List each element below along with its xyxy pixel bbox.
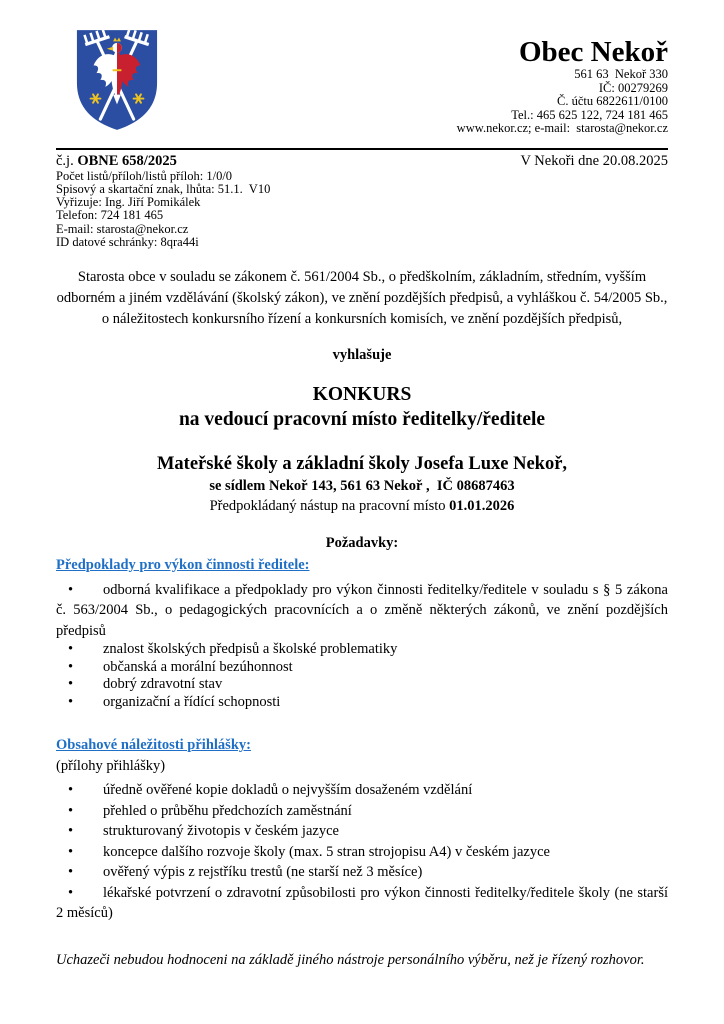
intro-paragraph: Starosta obce v souladu se zákonem č. 561/2004 Sb., o předškolním, základním, středním, vyšším odborném a jiném vzdělávání (školský zákon), ve znění pozdějších předpisů, a vyhláškou č. 54/2005 Sb., o náležitostech konkursního řízení a konkursních komisích, ve znění pozdějších předpisů, <box>56 269 668 328</box>
application-item <box>56 842 668 863</box>
place-and-date: V Nekoři dne 20.08.2025 <box>520 152 668 169</box>
file-number <box>56 153 177 170</box>
header-divider <box>56 148 668 150</box>
application-text: lékařské potvrzení o zdravotní způsobilosti pro výkon činnosti ředitelky/ředitele školy (ne starší 2 měsíců) <box>56 884 668 922</box>
requirement-item <box>56 676 668 694</box>
requirement-text: organizační a řídící schopnosti <box>103 693 281 710</box>
contact-line: Č. účtu 6822611/0100 <box>557 94 668 108</box>
application-item <box>56 862 668 883</box>
application-text: ověřený výpis z rejstříku trestů (ne starší než 3 měsíce) <box>103 864 423 881</box>
requirement-item <box>56 580 668 642</box>
school-name: Mateřské školy a základní školy Josefa Luxe Nekoř, <box>156 453 568 474</box>
contact-line: IČ: 00279269 <box>598 80 668 95</box>
start-date-line <box>56 496 668 516</box>
contact-line: Tel.: 465 625 122, 724 181 465 <box>511 107 668 122</box>
reference-detail-line: ID datové schránky: 8qra44i <box>56 234 199 249</box>
contact-lines <box>160 68 668 136</box>
bullet-marker: • <box>68 676 74 693</box>
title-line-2: na vedoucí pracovní místo ředitelky/ředitele <box>178 408 546 430</box>
requirement-item <box>56 659 668 677</box>
file-number-prefix: č.j. <box>56 152 78 169</box>
reference-detail-line: E-mail: starosta@nekor.cz <box>56 221 189 236</box>
requirement-text: občanská a morální bezúhonnost <box>103 658 293 675</box>
requirement-text: znalost školských předpisů a školské problematiky <box>103 641 398 658</box>
announce-word: vyhlašuje <box>332 346 392 363</box>
letterhead-contact-block <box>160 26 668 136</box>
file-number-value: OBNE 658/2025 <box>77 152 177 169</box>
start-date-label: Předpokládaný nástup na pracovní místo <box>209 497 450 514</box>
bullet-marker: • <box>68 641 74 658</box>
requirement-text: odborná kvalifikace a předpoklady pro výkon činnosti ředitelky/ředitele v souladu s § 5 zákona č. 563/2004 Sb., o pedagogických pracovnících a o změně některých zákonů, ve znění pozdějších předpisů <box>56 581 668 639</box>
reference-detail-line: Počet listů/příloh/listů příloh: 1/0/0 <box>56 168 233 183</box>
application-text: úředně ověřené kopie dokladů o nejvyšším dosaženém vzdělání <box>103 782 473 799</box>
letterhead <box>56 26 668 136</box>
bullet-marker: • <box>68 884 74 901</box>
bullet-marker: • <box>68 581 74 598</box>
bullet-marker: • <box>68 802 74 819</box>
bullet-marker: • <box>68 782 74 799</box>
reference-details <box>56 170 668 250</box>
reference-detail-line: Vyřizuje: Ing. Jiří Pomikálek <box>56 195 201 210</box>
bullet-marker: • <box>68 864 74 881</box>
requirement-text: dobrý zdravotní stav <box>103 676 223 693</box>
reference-row <box>56 153 668 170</box>
application-item <box>56 780 668 801</box>
title-line-1: KONKURS <box>312 383 412 405</box>
reference-detail-line: Telefon: 724 181 465 <box>56 208 164 223</box>
bullet-marker: • <box>68 843 74 860</box>
requirements-list <box>56 580 668 712</box>
application-item <box>56 883 668 924</box>
selection-method-note: Uchazeči nebudou hodnoceni na základě jiného nástroje personálního výběru, než je řízený rozhovor. <box>56 951 645 968</box>
bullet-marker: • <box>68 823 74 840</box>
organization-name: Obec Nekoř <box>519 36 668 68</box>
bullet-marker: • <box>68 658 74 675</box>
application-text: přehled o průběhu předchozích zaměstnání <box>103 802 352 819</box>
application-note: (přílohy přihlášky) <box>56 758 166 775</box>
school-address: se sídlem Nekoř 143, 561 63 Nekoř , IČ 08687463 <box>209 477 515 494</box>
bullet-marker: • <box>68 693 74 710</box>
document-title <box>56 382 668 432</box>
application-list <box>56 780 668 924</box>
requirement-item <box>56 641 668 659</box>
reference-detail-line: Spisový a skartační znak, lhůta: 51.1. V10 <box>56 181 271 196</box>
application-item <box>56 801 668 822</box>
requirements-subheading: Předpoklady pro výkon činnosti ředitele: <box>56 556 310 573</box>
requirement-item <box>56 694 668 712</box>
requirements-heading: Požadavky: <box>325 534 399 551</box>
application-text: koncepce dalšího rozvoje školy (max. 5 stran strojopisu A4) v českém jazyce <box>103 843 550 860</box>
application-heading: Obsahové náležitosti přihlášky: <box>56 737 251 754</box>
start-date-value: 01.01.2026 <box>449 497 515 514</box>
application-text: strukturovaný životopis v českém jazyce <box>103 823 339 840</box>
coat-of-arms-emblem <box>74 28 160 132</box>
contact-line: www.nekor.cz; e-mail: starosta@nekor.cz <box>456 121 668 135</box>
application-item <box>56 821 668 842</box>
school-block <box>56 453 668 516</box>
contact-line: 561 63 Nekoř 330 <box>574 67 668 81</box>
